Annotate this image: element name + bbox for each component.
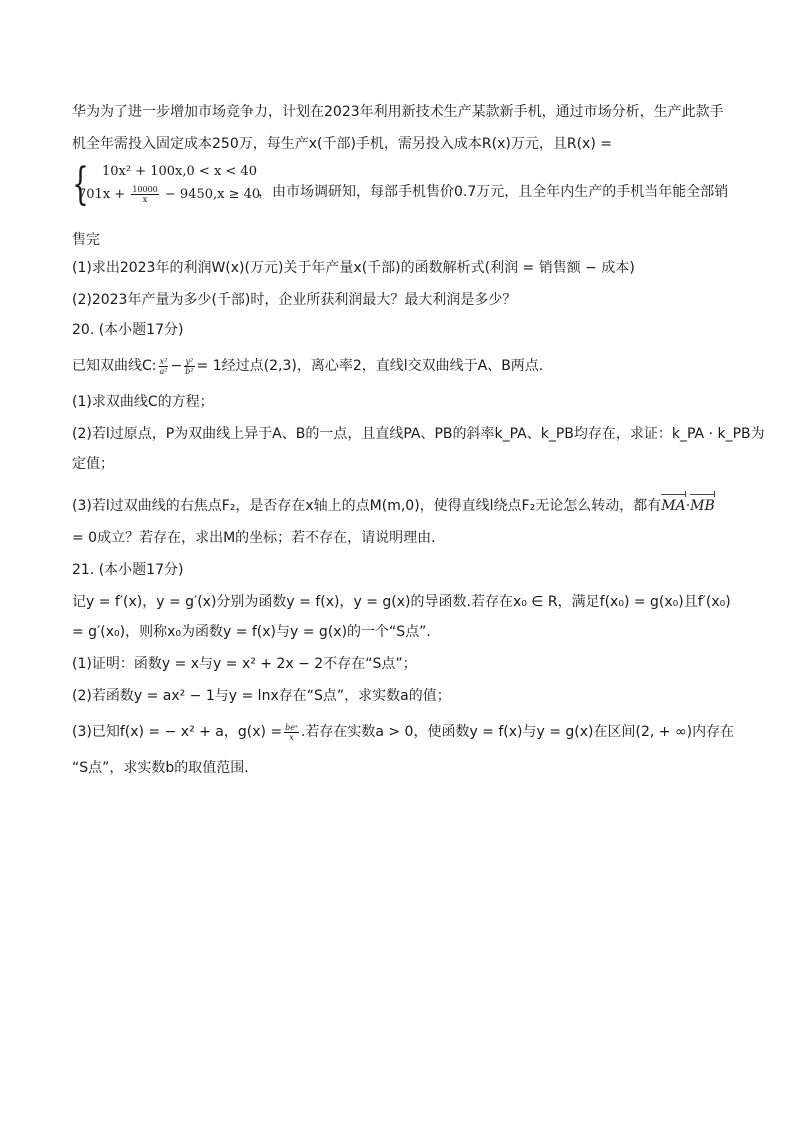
g-fraction-numerator: beˣ [285, 722, 298, 732]
problem20-question3-text: (3)若l过双曲线的右焦点F₂，是否存在x轴上的点M(m,0)，使得直线l绕点F₂无论怎么转动，都有 [72, 498, 662, 514]
problem20-header: 20. (本小题17分) [72, 322, 184, 338]
problem20-question3-line1 [72, 494, 715, 516]
problem20-stem-b: = 1经过点(2,3)，离心率2，直线l交双曲线于A、B两点． [196, 358, 553, 374]
minus-sign: − [170, 358, 183, 374]
problem19-line2: 机全年需投入固定成本250万，每生产x(千部)手机，需另投入成本R(x)万元，且R(x) = [72, 136, 612, 152]
piecewise-case1: 10x² + 100x,0 < x < 40 [102, 164, 257, 179]
problem20-question2-line1: (2)若l过原点，P为双曲线上异于A、B的一点，且直线PA、PB的斜率k_PA、k_PB均存在，求证：k_PA · k_PB为 [72, 426, 765, 442]
problem19-question2: (2)2023年产量为多少(千部)时，企业所获利润最大？最大利润是多少？ [72, 292, 517, 308]
problem21-stem-line2: = g′(x₀)，则称x₀为函数y = f(x)与y = g(x)的一个“S点”． [72, 624, 441, 640]
case2-fraction [131, 185, 158, 204]
piecewise-case2 [78, 184, 260, 206]
problem21-question2: (2)若函数y = ax² − 1与y = lnx存在“S点”，求实数a的值； [72, 688, 451, 704]
problem21-header: 21. (本小题17分) [72, 562, 184, 578]
problem20-question2-line2: 定值； [72, 456, 114, 472]
problem21-question1: (1)证明：函数y = x与y = x² + 2x − 2不存在“S点”； [72, 656, 417, 672]
problem20-stem-a: 已知双曲线C: [72, 358, 157, 374]
problem20-question3-line2: = 0成立？若存在，求出M的坐标；若不存在，请说明理由． [72, 530, 446, 546]
problem21-question3-b: .若存在实数a > 0，使函数y = f(x)与y = g(x)在区间(2, + ∞)内存在 [300, 724, 735, 740]
problem19-line3-tail: ，由市场调研知，每部手机售价0.7万元，且全年内生产的手机当年能全部销 [258, 184, 729, 200]
problem21-question3-a: (3)已知f(x) = − x² + a，g(x) = [72, 724, 283, 740]
hyperbola-fraction-y [184, 357, 194, 376]
problem20-question1: (1)求双曲线C的方程； [72, 394, 214, 410]
hyperbola-fraction-x [159, 357, 169, 376]
problem20-stem [72, 356, 553, 376]
vector-MA: MA [661, 494, 685, 516]
g-fraction [284, 723, 299, 742]
problem19-question1: (1)求出2023年的利润W(x)(万元)关于年产量x(千部)的函数解析式(利润 = 销售额 − 成本) [72, 260, 635, 276]
fraction-y-denominator: b² [185, 366, 194, 376]
problem19-line4: 售完 [72, 232, 100, 248]
problem19-line1: 华为为了进一步增加市场竞争力，计划在2023年利用新技术生产某款新手机，通过市场分析，生产此款手 [72, 104, 724, 120]
dot-operator: · [685, 498, 691, 514]
case2-suffix: − 9450,x ≥ 40 [164, 187, 261, 202]
piecewise-function [72, 159, 732, 210]
fraction-x-numerator: x² [159, 356, 168, 366]
left-brace: { [72, 159, 89, 210]
g-fraction-denominator: x [289, 732, 294, 742]
case2-fraction-numerator: 10000 [132, 185, 158, 194]
case2-fraction-denominator: x [142, 195, 148, 204]
fraction-x-denominator: a² [159, 366, 168, 376]
problem21-question3-line2: “S点”，求实数b的取值范围． [72, 760, 259, 776]
vector-MB: MB [690, 494, 715, 516]
case2-prefix: 701x + [78, 187, 126, 202]
fraction-y-numerator: y² [185, 356, 194, 366]
problem21-stem-line1: 记y = f′(x)，y = g′(x)分别为函数y = f(x)，y = g(x)的导函数.若存在x₀ ∈ R，满足f(x₀) = g(x₀)且f′(x₀) [72, 594, 731, 610]
problem21-question3-line1 [72, 722, 734, 742]
